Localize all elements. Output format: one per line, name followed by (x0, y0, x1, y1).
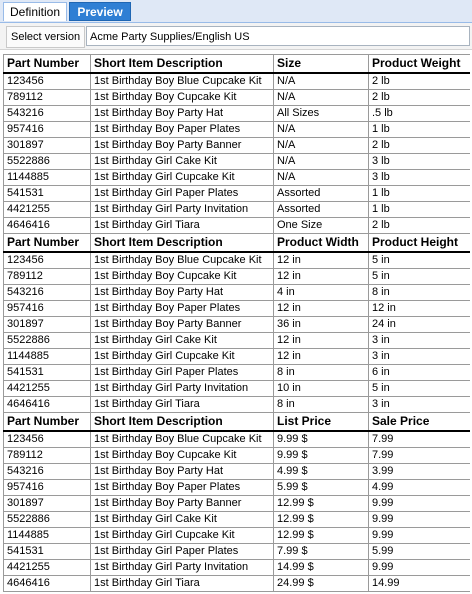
description-cell: 1st Birthday Boy Blue Cupcake Kit (91, 252, 274, 269)
attribute-cell-b: 5 in (369, 381, 471, 397)
part-number-cell: 123456 (4, 252, 91, 269)
attribute-cell-a: 10 in (274, 381, 369, 397)
part-number-cell: 5522886 (4, 333, 91, 349)
attribute-cell-a: One Size (274, 218, 369, 234)
attribute-cell-b: 3 in (369, 397, 471, 413)
attribute-cell-b: 9.99 (369, 512, 471, 528)
section-header-row (4, 413, 471, 432)
table-row (4, 252, 471, 269)
section-header-row (4, 55, 471, 74)
attribute-cell-b: 8 in (369, 285, 471, 301)
attribute-cell-a: 12.99 $ (274, 512, 369, 528)
table-row (4, 560, 471, 576)
part-number-cell: 123456 (4, 431, 91, 448)
table-row (4, 431, 471, 448)
attribute-header-a: Product Width (274, 234, 369, 253)
description-cell: 1st Birthday Girl Paper Plates (91, 544, 274, 560)
attribute-cell-b: 12 in (369, 301, 471, 317)
attribute-cell-b: 9.99 (369, 496, 471, 512)
attribute-cell-a: 12.99 $ (274, 496, 369, 512)
description-cell: 1st Birthday Boy Cupcake Kit (91, 269, 274, 285)
attribute-cell-a: 12 in (274, 252, 369, 269)
table-row (4, 496, 471, 512)
part-number-cell: 543216 (4, 106, 91, 122)
attribute-cell-b: 3 in (369, 349, 471, 365)
part-number-cell: 4421255 (4, 560, 91, 576)
description-cell: 1st Birthday Boy Party Banner (91, 138, 274, 154)
part-number-cell: 301897 (4, 317, 91, 333)
part-number-cell: 5522886 (4, 512, 91, 528)
tab-definition[interactable]: Definition (3, 2, 67, 21)
attribute-cell-a: 24.99 $ (274, 576, 369, 592)
attribute-cell-b: 6 in (369, 365, 471, 381)
part-number-cell: 543216 (4, 464, 91, 480)
description-header: Short Item Description (91, 55, 274, 74)
attribute-cell-a: 4.99 $ (274, 464, 369, 480)
table-row (4, 448, 471, 464)
description-cell: 1st Birthday Boy Paper Plates (91, 122, 274, 138)
table-row (4, 170, 471, 186)
table-row (4, 464, 471, 480)
attribute-header-b: Product Height (369, 234, 471, 253)
select-version-label: Select version (6, 26, 85, 48)
description-header: Short Item Description (91, 234, 274, 253)
description-cell: 1st Birthday Girl Party Invitation (91, 381, 274, 397)
attribute-cell-a: 12 in (274, 269, 369, 285)
attribute-header-a: List Price (274, 413, 369, 432)
table-row (4, 218, 471, 234)
table-row (4, 317, 471, 333)
attribute-cell-a: 9.99 $ (274, 431, 369, 448)
table-row (4, 285, 471, 301)
description-cell: 1st Birthday Boy Blue Cupcake Kit (91, 73, 274, 90)
table-row (4, 90, 471, 106)
attribute-cell-a: 8 in (274, 397, 369, 413)
part-number-header: Part Number (4, 413, 91, 432)
attribute-cell-a: 5.99 $ (274, 480, 369, 496)
part-number-cell: 301897 (4, 138, 91, 154)
table-row (4, 154, 471, 170)
description-cell: 1st Birthday Girl Cupcake Kit (91, 170, 274, 186)
version-toolbar (0, 23, 472, 50)
table-row (4, 381, 471, 397)
attribute-cell-b: 4.99 (369, 480, 471, 496)
attribute-cell-a: 8 in (274, 365, 369, 381)
table-row (4, 106, 471, 122)
table-row (4, 202, 471, 218)
attribute-cell-b: 3 in (369, 333, 471, 349)
attribute-cell-a: 12.99 $ (274, 528, 369, 544)
description-cell: 1st Birthday Boy Paper Plates (91, 480, 274, 496)
description-cell: 1st Birthday Girl Cake Kit (91, 154, 274, 170)
attribute-cell-a: 9.99 $ (274, 448, 369, 464)
part-number-cell: 4421255 (4, 381, 91, 397)
part-number-cell: 789112 (4, 448, 91, 464)
tab-bar (0, 0, 472, 23)
description-cell: 1st Birthday Boy Cupcake Kit (91, 448, 274, 464)
attribute-cell-a: N/A (274, 90, 369, 106)
attribute-cell-b: 2 lb (369, 90, 471, 106)
part-number-cell: 301897 (4, 496, 91, 512)
part-number-header: Part Number (4, 234, 91, 253)
attribute-cell-b: 2 lb (369, 218, 471, 234)
attribute-cell-a: Assorted (274, 202, 369, 218)
part-number-cell: 4646416 (4, 218, 91, 234)
description-cell: 1st Birthday Girl Tiara (91, 397, 274, 413)
table-row (4, 138, 471, 154)
table-row (4, 397, 471, 413)
description-cell: 1st Birthday Boy Cupcake Kit (91, 90, 274, 106)
description-cell: 1st Birthday Girl Cupcake Kit (91, 528, 274, 544)
attribute-cell-b: 3 lb (369, 154, 471, 170)
description-cell: 1st Birthday Girl Party Invitation (91, 202, 274, 218)
attribute-cell-a: Assorted (274, 186, 369, 202)
attribute-cell-a: 36 in (274, 317, 369, 333)
part-number-cell: 957416 (4, 480, 91, 496)
attribute-cell-b: 14.99 (369, 576, 471, 592)
table-row (4, 73, 471, 90)
description-cell: 1st Birthday Girl Cupcake Kit (91, 349, 274, 365)
table-row (4, 122, 471, 138)
description-cell: 1st Birthday Girl Cake Kit (91, 333, 274, 349)
attribute-cell-b: 24 in (369, 317, 471, 333)
table-row (4, 365, 471, 381)
preview-table (3, 54, 470, 592)
description-cell: 1st Birthday Boy Paper Plates (91, 301, 274, 317)
description-cell: 1st Birthday Boy Party Hat (91, 106, 274, 122)
part-number-cell: 4646416 (4, 576, 91, 592)
description-cell: 1st Birthday Girl Cake Kit (91, 512, 274, 528)
attribute-cell-a: 12 in (274, 301, 369, 317)
attribute-header-a: Size (274, 55, 369, 74)
attribute-cell-b: .5 lb (369, 106, 471, 122)
part-number-cell: 789112 (4, 90, 91, 106)
description-cell: 1st Birthday Girl Tiara (91, 218, 274, 234)
attribute-cell-a: N/A (274, 170, 369, 186)
description-cell: 1st Birthday Boy Party Hat (91, 464, 274, 480)
part-number-cell: 541531 (4, 365, 91, 381)
part-number-cell: 1144885 (4, 170, 91, 186)
table-row (4, 480, 471, 496)
attribute-cell-a: 7.99 $ (274, 544, 369, 560)
attribute-cell-b: 3 lb (369, 170, 471, 186)
attribute-cell-b: 7.99 (369, 448, 471, 464)
section-header-row (4, 234, 471, 253)
attribute-cell-b: 5 in (369, 252, 471, 269)
attribute-cell-b: 3.99 (369, 464, 471, 480)
attribute-header-b: Sale Price (369, 413, 471, 432)
attribute-header-b: Product Weight (369, 55, 471, 74)
attribute-cell-b: 1 lb (369, 122, 471, 138)
table-row (4, 186, 471, 202)
version-select[interactable]: Acme Party Supplies/English US (86, 26, 470, 46)
attribute-cell-b: 2 lb (369, 73, 471, 90)
description-cell: 1st Birthday Boy Party Banner (91, 496, 274, 512)
description-header: Short Item Description (91, 413, 274, 432)
part-number-cell: 543216 (4, 285, 91, 301)
table-row (4, 349, 471, 365)
attribute-cell-a: N/A (274, 154, 369, 170)
part-number-cell: 789112 (4, 269, 91, 285)
description-cell: 1st Birthday Girl Party Invitation (91, 560, 274, 576)
attribute-cell-b: 1 lb (369, 186, 471, 202)
table-row (4, 512, 471, 528)
table-row (4, 301, 471, 317)
part-number-header: Part Number (4, 55, 91, 74)
attribute-cell-b: 2 lb (369, 138, 471, 154)
description-cell: 1st Birthday Boy Blue Cupcake Kit (91, 431, 274, 448)
table-row (4, 528, 471, 544)
attribute-cell-b: 5 in (369, 269, 471, 285)
attribute-cell-b: 9.99 (369, 560, 471, 576)
part-number-cell: 957416 (4, 301, 91, 317)
part-number-cell: 123456 (4, 73, 91, 90)
attribute-cell-b: 5.99 (369, 544, 471, 560)
description-cell: 1st Birthday Boy Party Hat (91, 285, 274, 301)
table-row (4, 333, 471, 349)
attribute-cell-a: 4 in (274, 285, 369, 301)
attribute-cell-a: 12 in (274, 349, 369, 365)
attribute-cell-a: N/A (274, 73, 369, 90)
description-cell: 1st Birthday Girl Paper Plates (91, 365, 274, 381)
part-number-cell: 1144885 (4, 528, 91, 544)
part-number-cell: 4421255 (4, 202, 91, 218)
table-row (4, 269, 471, 285)
attribute-cell-a: All Sizes (274, 106, 369, 122)
part-number-cell: 957416 (4, 122, 91, 138)
attribute-cell-a: N/A (274, 122, 369, 138)
table-row (4, 576, 471, 592)
part-number-cell: 5522886 (4, 154, 91, 170)
attribute-cell-a: 14.99 $ (274, 560, 369, 576)
attribute-cell-a: 12 in (274, 333, 369, 349)
attribute-cell-b: 9.99 (369, 528, 471, 544)
description-cell: 1st Birthday Girl Tiara (91, 576, 274, 592)
table-row (4, 544, 471, 560)
attribute-cell-b: 7.99 (369, 431, 471, 448)
part-number-cell: 541531 (4, 186, 91, 202)
part-number-cell: 4646416 (4, 397, 91, 413)
attribute-cell-a: N/A (274, 138, 369, 154)
description-cell: 1st Birthday Boy Party Banner (91, 317, 274, 333)
part-number-cell: 1144885 (4, 349, 91, 365)
description-cell: 1st Birthday Girl Paper Plates (91, 186, 274, 202)
part-number-cell: 541531 (4, 544, 91, 560)
attribute-cell-b: 1 lb (369, 202, 471, 218)
tab-preview[interactable]: Preview (69, 2, 131, 21)
preview-grid (3, 54, 470, 592)
